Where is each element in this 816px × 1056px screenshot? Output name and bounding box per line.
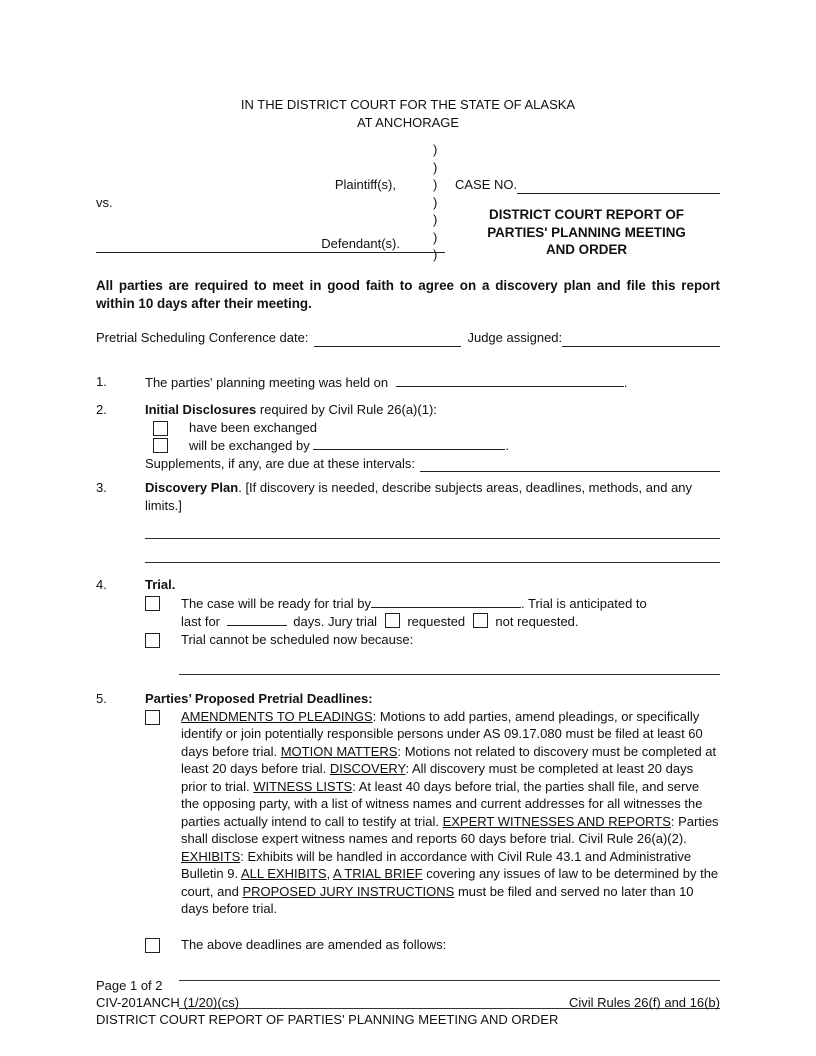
- document-title: DISTRICT COURT REPORT OF PARTIES' PLANNING MEETING AND ORDER: [487, 207, 686, 257]
- judge-assigned-blank[interactable]: [562, 333, 720, 347]
- court-header: [96, 96, 720, 131]
- checkbox-will-be-exchanged[interactable]: [153, 438, 168, 453]
- meet-requirement-notice: All parties are required to meet in good faith to agree on a discovery plan and file this report within 10 days after their meeting.: [96, 278, 720, 311]
- case-caption: [96, 139, 720, 270]
- deadlines-paragraph: AMENDMENTS TO PLEADINGS: Motions to add parties, amend pleadings, or specifically identify or join potentially responsible persons under AS 09.17.080 must be filed at least 60 days before trial. MOTION MATTERS: Motions not related to discovery must be completed at least 20 days before trial. DISCOVERY: All discovery must be completed at least 20 days prior to trial. WITNESS LISTS: At least 40 days before trial, the parties shall file, and serve the opposing party, with a list of witness names and current addresses for all witnesses the parties actually intend to call to testify at trial. EXPERT WITNESSES AND REPORTS: Parties shall disclose expert witness names and reports 60 days before trial. Civil Rule 26(a)(2). EXHIBITS: Exhibits will be handled in accordance with Civil Rule 43.1 and Administrative Bulletin 9. ALL EXHIBITS, A TRIAL BRIEF covering any issues of law to be determined by the court, and PROPOSED JURY INSTRUCTIONS must be filed and served no later than 10 days before trial.: [181, 708, 719, 916]
- checkbox-jury-not-requested[interactable]: [473, 613, 488, 628]
- exchange-date-blank[interactable]: [313, 436, 505, 450]
- supplements-row: [145, 455, 720, 473]
- pretrial-conference-row: [96, 329, 720, 347]
- court-location: AT ANCHORAGE: [356, 114, 460, 130]
- trial-days-blank[interactable]: [227, 612, 287, 626]
- amended-deadlines-label: The above deadlines are amended as follows:: [181, 936, 447, 952]
- defendant-label: Defendant(s).: [321, 236, 400, 251]
- discovery-plan-heading: Discovery Plan. [If discovery is needed, describe subjects areas, deadlines, methods, and any limits.]: [145, 480, 693, 513]
- trial-cannot-schedule-label: Trial cannot be scheduled now because:: [181, 631, 414, 647]
- case-no-label: CASE NO.: [455, 177, 518, 192]
- meeting-date-blank[interactable]: [396, 373, 624, 387]
- footer-form-title: DISTRICT COURT REPORT OF PARTIES' PLANNING MEETING AND ORDER: [96, 1012, 559, 1027]
- item-number: 1.: [96, 373, 107, 389]
- item-5-pretrial-deadlines: [96, 690, 720, 1009]
- item-2-initial-disclosures: [96, 401, 720, 472]
- vs-label: vs.: [96, 195, 113, 210]
- initial-disclosures-heading: Initial Disclosures required by Civil Rule 26(a)(1):: [145, 402, 437, 417]
- defendant-name-line[interactable]: [96, 235, 445, 253]
- trial-cannot-schedule-row: [145, 631, 720, 649]
- supplements-blank[interactable]: [420, 458, 720, 472]
- deadlines-heading: Parties’ Proposed Pretrial Deadlines:: [145, 691, 373, 706]
- plaintiff-label: Plaintiff(s),: [334, 177, 396, 192]
- checkbox-have-been-exchanged[interactable]: [153, 421, 168, 436]
- trial-ready-label: The case will be ready for trial by: [181, 595, 372, 611]
- meeting-held-label: The parties' planning meeting was held on: [145, 374, 389, 390]
- supplements-label: Supplements, if any, are due at these intervals:: [145, 455, 416, 471]
- item-number: 4.: [96, 577, 107, 592]
- have-been-exchanged-label: have been exchanged: [189, 419, 317, 435]
- item-number: 2.: [96, 402, 107, 417]
- disclosures-exchanged-row: [145, 419, 720, 437]
- civil-rules-reference: Civil Rules 26(f) and 16(b): [568, 995, 720, 1010]
- discovery-writing-line[interactable]: [145, 538, 720, 539]
- case-number-row: [455, 176, 720, 194]
- conference-date-blank[interactable]: [314, 333, 461, 347]
- checkbox-amended-deadlines[interactable]: [145, 938, 160, 953]
- judge-assigned-label: Judge assigned:: [467, 330, 563, 345]
- item-1-planning-meeting: 1. The parties' planning meeting was held on .: [96, 373, 628, 390]
- jury-not-requested-label: not requested.: [495, 614, 579, 629]
- caption-divider-parens: ) ) ) ) ) ) ): [433, 142, 438, 262]
- checkbox-jury-requested[interactable]: [385, 613, 400, 628]
- case-no-blank[interactable]: [517, 180, 720, 194]
- item-number: 3.: [96, 480, 107, 495]
- trial-heading: Trial.: [145, 577, 176, 592]
- amended-deadlines-row: [145, 936, 720, 954]
- disclosures-will-be-exchanged-row: will be exchanged by .: [145, 436, 720, 455]
- trial-ready-row: The case will be ready for trial by . Trial is anticipated to last for days. Jury trial requested not requested.: [145, 594, 720, 631]
- standard-deadlines-row: [145, 708, 720, 918]
- trial-date-blank[interactable]: [371, 594, 521, 608]
- form-number: CIV-201ANCH (1/20)(cs): [96, 995, 240, 1010]
- page-indicator: Page 1 of 2: [96, 978, 163, 993]
- will-be-exchanged-label: will be exchanged by: [189, 438, 310, 453]
- item-3-discovery-plan: [96, 479, 720, 563]
- jury-requested-label: requested: [407, 614, 466, 629]
- discovery-writing-line[interactable]: [145, 562, 720, 563]
- conference-date-label: Pretrial Scheduling Conference date:: [96, 330, 309, 345]
- checkbox-trial-cannot-be-scheduled[interactable]: [145, 633, 160, 648]
- checkbox-standard-deadlines[interactable]: [145, 710, 160, 725]
- checkbox-trial-ready[interactable]: [145, 596, 160, 611]
- form-footer: [96, 977, 720, 1028]
- court-name: IN THE DISTRICT COURT FOR THE STATE OF ALASKA: [240, 97, 576, 112]
- item-number: 5.: [96, 691, 107, 706]
- item-4-trial: [96, 576, 720, 675]
- trial-reason-writing-line[interactable]: [179, 674, 720, 675]
